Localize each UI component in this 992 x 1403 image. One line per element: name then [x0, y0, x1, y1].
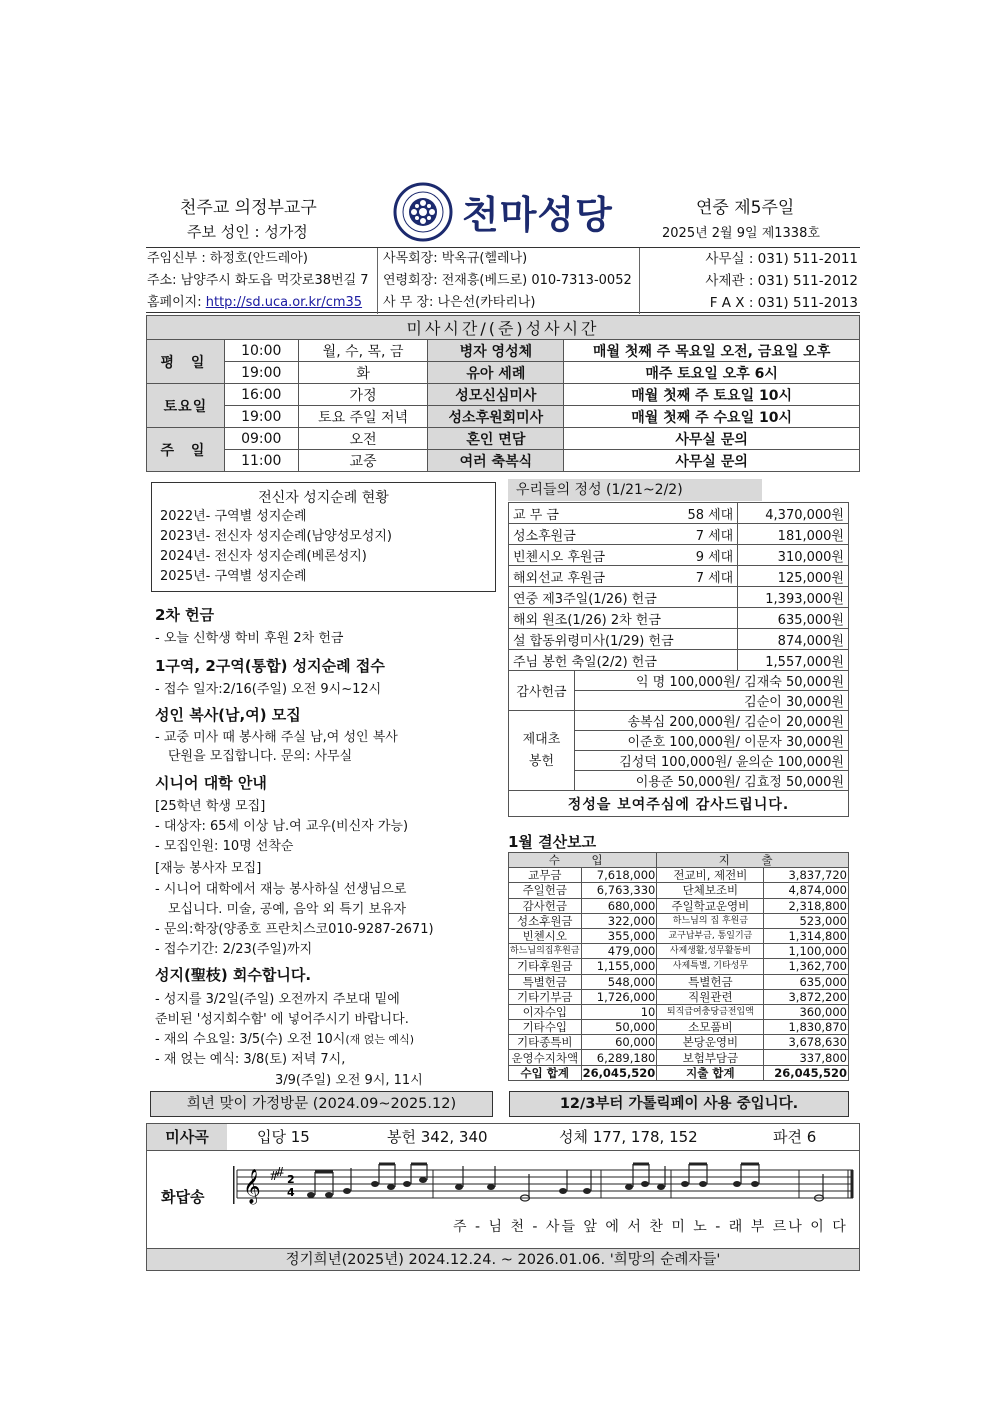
offering-label: 교 무 금 [513, 507, 559, 523]
svg-text:#: # [269, 1169, 280, 1183]
expense-label: 소모품비 [657, 1020, 764, 1035]
offerings-table [508, 502, 849, 817]
table-row [509, 545, 849, 566]
expense-label: 하느님의 집 후원금 [657, 913, 764, 928]
notice-line: 3/9(주일) 오전 9시, 11시 [275, 1073, 423, 1088]
table-row [509, 503, 849, 524]
notice-line: - 오늘 신학생 학비 후원 2차 헌금 [155, 631, 344, 646]
recessional-hymn: 파견 6 [773, 1128, 817, 1146]
income-label: 성소후원금 [509, 913, 582, 928]
income-amount: 548,000 [581, 974, 657, 989]
notice-title: 성인 복사(남,여) 모집 [155, 706, 301, 724]
offering-amount: 181,000원 [738, 524, 849, 545]
offering-label: 해외 원조(1/26) 2차 헌금 [509, 608, 738, 629]
expense-amount: 1,830,870 [764, 1020, 849, 1035]
mass-time: 11:00 [224, 450, 298, 472]
table-row [509, 944, 849, 959]
sacrament-note: 매주 토요일 오후 6시 [564, 362, 860, 384]
sacristan: 사 무 장: 나은선(카타리나) [383, 295, 536, 310]
thanks-line: 김순이 30,000원 [574, 691, 848, 711]
offering-label: 연중 제3주일(1/26) 헌금 [509, 587, 738, 608]
mass-time: 16:00 [224, 384, 298, 406]
sacrament-note: 사무실 문의 [564, 450, 860, 472]
table-row [509, 629, 849, 650]
notice-line-main: - 재의 수요일: 3/5(수) 오전 10시 [155, 1032, 346, 1047]
sacrament-note: 매월 첫째 주 목요일 오전, 금요일 오후 [564, 340, 860, 362]
notice-line: - 교중 미사 때 봉사해 주실 남,여 성인 복사 [155, 730, 398, 745]
income-amount: 1,155,000 [581, 959, 657, 974]
homepage-label: 홈페이지: [147, 295, 206, 310]
diocese-logo [393, 182, 453, 242]
table-row [509, 1035, 849, 1050]
offering-amount: 1,557,000원 [738, 650, 849, 671]
expense-amount: 3,837,720 [764, 868, 849, 883]
altar-candle-label [509, 711, 575, 791]
office-phone: 사무실 : 031) 511-2011 [705, 251, 858, 267]
notice-line: 준비된 '성지회수함' 에 넣어주시기 바랍니다. [155, 1012, 409, 1027]
address: 주소: 남양주시 화도읍 먹갓로38번길 7 [147, 273, 369, 288]
notice-line: - 성지를 3/2일(주일) 오전까지 주보대 밑에 [155, 992, 400, 1007]
offering-count: 7 세대 [695, 528, 734, 544]
mass-desc: 토요 주일 저녁 [298, 406, 428, 428]
settlement-table [508, 852, 849, 1081]
notice-line: 모십니다. 미술, 공예, 음악 외 특기 보유자 [168, 902, 407, 917]
altar-line: 이용준 50,000원/ 김효정 50,000원 [574, 771, 848, 791]
day-label: 토요일 [147, 384, 225, 428]
pilgrimage-item: 2024년- 전신자 성지순례(베론성지) [160, 549, 367, 564]
notice-title: 2차 헌금 [155, 606, 215, 624]
expense-amount: 3,872,200 [764, 989, 849, 1004]
mass-schedule-title: 미사시간/(준)성사시간 [147, 316, 860, 340]
table-row [509, 1004, 849, 1019]
offering-amount: 4,370,000원 [738, 503, 849, 524]
expense-label: 교구납부금, 통일기금 [657, 928, 764, 943]
issue-date: 2025년 2월 9일 제1338호 [662, 226, 820, 241]
pilgrimage-item: 2025년- 구역별 성지순례 [160, 569, 307, 584]
income-header: 수 입 [509, 853, 657, 868]
offerings-footer: 정성을 보여주심에 감사드립니다. [509, 791, 849, 817]
pilgrimage-box [151, 482, 496, 592]
sacrament-name: 여러 축복식 [428, 450, 564, 472]
offertory-hymn: 봉헌 342, 340 [387, 1128, 488, 1146]
offerings-title: 우리들의 정성 (1/21~2/2) [508, 479, 762, 501]
pilgrimage-item: 2023년- 전신자 성지순례(남양성모성지) [160, 529, 392, 544]
table-row [509, 791, 849, 817]
homepage-link[interactable]: http://sd.uca.or.kr/cm35 [205, 295, 363, 310]
offering-row-label [509, 524, 738, 545]
income-amount: 6,289,180 [581, 1050, 657, 1065]
entrance-hymn: 입당 15 [257, 1128, 310, 1146]
sacrament-note: 사무실 문의 [564, 428, 860, 450]
fax: F A X : 031) 511-2013 [709, 295, 858, 311]
table-row [509, 587, 849, 608]
expense-amount: 1,100,000 [764, 944, 849, 959]
sacrament-note: 매월 첫째 주 수요일 10시 [564, 406, 860, 428]
income-label: 운영수지차액 [509, 1050, 582, 1065]
altar-label-line: 제대초 [522, 731, 561, 747]
expense-amount: 635,000 [764, 974, 849, 989]
notice-line: - 재 얹는 예식: 3/8(토) 저녁 7시, [155, 1052, 346, 1067]
table-row [509, 671, 849, 691]
mass-desc: 월, 수, 목, 금 [298, 340, 428, 362]
homepage [146, 292, 377, 314]
hymn-row [147, 1124, 859, 1151]
expense-label: 특별헌금 [657, 974, 764, 989]
table-row [509, 524, 849, 545]
catholic-pay-banner: 12/3부터 가톨릭페이 사용 중입니다. [509, 1091, 849, 1117]
table-row [509, 711, 849, 731]
expense-amount: 2,318,800 [764, 898, 849, 913]
mass-desc: 화 [298, 362, 428, 384]
liaison-chair: 연령회장: 전재흥(베드로) 010-7313-0052 [383, 273, 632, 288]
altar-line: 김성덕 100,000원/ 윤의순 100,000원 [574, 751, 848, 771]
expense-label: 보험부담금 [657, 1050, 764, 1065]
expense-amount: 337,800 [764, 1050, 849, 1065]
table-row [509, 1050, 849, 1065]
expense-total-label: 지출 합계 [657, 1065, 764, 1080]
svg-text:𝄞: 𝄞 [243, 1169, 261, 1204]
expense-header: 지 출 [657, 853, 849, 868]
hymn-label: 미사곡 [147, 1124, 227, 1150]
offering-amount: 125,000원 [738, 566, 849, 587]
offering-amount: 310,000원 [738, 545, 849, 566]
mass-time: 09:00 [224, 428, 298, 450]
offering-row-label [509, 545, 738, 566]
thanks-label: 감사헌금 [509, 671, 575, 711]
expense-label: 사제생활,성무활동비 [657, 944, 764, 959]
income-amount: 1,726,000 [581, 989, 657, 1004]
notice-line-note: (재 얹는 예식) [345, 1033, 415, 1046]
table-row [509, 913, 849, 928]
pilgrimage-item: 2022년- 구역별 성지순례 [160, 509, 307, 524]
notice-line: - 대상자: 65세 이상 남.여 교우(비신자 가능) [155, 819, 409, 834]
sacrament-name: 병자 영성체 [428, 340, 564, 362]
notice-line: - 모집인원: 10명 선착순 [155, 839, 294, 854]
income-amount: 50,000 [581, 1020, 657, 1035]
pilgrimage-title: 전신자 성지순례 현황 [258, 490, 389, 506]
mass-desc: 가정 [298, 384, 428, 406]
altar-line: 이준호 100,000원/ 이문자 30,000원 [574, 731, 848, 751]
thanks-line: 익 명 100,000원/ 김재숙 50,000원 [574, 671, 848, 691]
pastor: 주임신부 : 하정호(안드레아) [147, 251, 308, 266]
table-row [509, 1020, 849, 1035]
settlement-title: 1월 결산보고 [508, 833, 597, 851]
expense-label: 단체보조비 [657, 883, 764, 898]
rectory-phone: 사제관 : 031) 511-2012 [705, 273, 858, 289]
mass-time: 19:00 [224, 362, 298, 384]
notice-title: 1구역, 2구역(통합) 성지순례 접수 [155, 657, 385, 675]
notice-line: - 접수 일자:2/16(주일) 오전 9시~12시 [155, 682, 382, 697]
income-amount: 7,618,000 [581, 868, 657, 883]
diocese-name: 천주교 의정부교구 [180, 198, 317, 218]
income-amount: 479,000 [581, 944, 657, 959]
table-row [509, 989, 849, 1004]
table-row [509, 928, 849, 943]
notice-title: 성지(聖枝) 회수합니다. [155, 966, 312, 984]
parish-info [146, 247, 860, 313]
psalm-response-label: 화답송 [161, 1188, 205, 1206]
notice-line: - 문의:학장(양종호 프란치스코010-9287-2671) [155, 922, 434, 937]
altar-label-line: 봉헌 [528, 753, 555, 769]
sacrament-name: 유아 세례 [428, 362, 564, 384]
notice-line: - 접수기간: 2/23(주일)까지 [155, 942, 313, 957]
expense-amount: 1,362,700 [764, 959, 849, 974]
offering-count: 7 세대 [695, 570, 734, 586]
offering-count: 58 세대 [687, 507, 734, 523]
income-amount: 322,000 [581, 913, 657, 928]
offering-label: 빈첸시오 후원금 [513, 549, 606, 565]
notice-line: [25학년 학생 모집] [155, 799, 266, 814]
sacrament-name: 혼인 면담 [428, 428, 564, 450]
expense-amount: 523,000 [764, 913, 849, 928]
income-label: 기타수입 [509, 1020, 582, 1035]
patron-saint: 주보 성인 : 성가정 [187, 223, 308, 241]
income-label: 하느님의집후원금 [509, 944, 582, 959]
psalm-lyrics: 주 - 님 천 - 사들 앞 에 서 찬 미 노 - 래 부 르나 이 다 [453, 1219, 848, 1235]
income-amount: 10 [581, 1004, 657, 1019]
offering-amount: 635,000원 [738, 608, 849, 629]
sacrament-name: 성모신심미사 [428, 384, 564, 406]
income-amount: 6,763,330 [581, 883, 657, 898]
expense-total: 26,045,520 [764, 1065, 849, 1080]
offering-label: 해외선교 후원금 [513, 570, 606, 586]
expense-label: 퇴직급여충당금전입액 [657, 1004, 764, 1019]
offering-row-label [509, 566, 738, 587]
sacrament-name: 성소후원회미사 [428, 406, 564, 428]
expense-label: 사제특별, 기타성무 [657, 959, 764, 974]
income-total-label: 수입 합계 [509, 1065, 582, 1080]
income-total: 26,045,520 [582, 1065, 656, 1080]
table-row [509, 883, 849, 898]
table-row [509, 974, 849, 989]
notice-title: 시니어 대학 안내 [155, 774, 267, 792]
table-row [509, 608, 849, 629]
day-label: 평 일 [147, 340, 225, 384]
offering-label: 성소후원금 [513, 528, 576, 544]
sacrament-note: 매월 첫째 주 토요일 10시 [564, 384, 860, 406]
table-row [509, 868, 849, 883]
liturgical-week: 연중 제5주일 [696, 198, 795, 218]
income-label: 교무금 [509, 868, 582, 883]
income-label: 기타기부금 [509, 989, 582, 1004]
expense-label: 직원관련 [657, 989, 764, 1004]
income-label: 주일헌금 [509, 883, 582, 898]
offering-amount: 874,000원 [738, 629, 849, 650]
council-chair: 사목회장: 박옥규(헬레나) [383, 251, 528, 266]
notice-line: - 시니어 대학에서 재능 봉사하실 선생님으로 [155, 882, 407, 897]
expense-label: 주일학교운영비 [657, 898, 764, 913]
notice-line: 단원을 모집합니다. 문의: 사무실 [168, 749, 353, 764]
music-staff [233, 1162, 857, 1208]
svg-text:#: # [275, 1165, 286, 1179]
expense-amount: 1,314,800 [764, 928, 849, 943]
income-label: 이자수입 [509, 1004, 582, 1019]
table-row [509, 898, 849, 913]
home-visit-banner: 희년 맞이 가정방문 (2024.09~2025.12) [150, 1091, 493, 1117]
offering-count: 9 세대 [695, 549, 734, 565]
expense-amount: 4,874,000 [764, 883, 849, 898]
income-amount: 355,000 [581, 928, 657, 943]
notice-line [155, 1028, 414, 1047]
svg-text:2: 2 [287, 1173, 295, 1186]
offering-amount: 1,393,000원 [738, 587, 849, 608]
income-label: 빈첸시오 [509, 928, 582, 943]
income-label: 감사헌금 [509, 898, 582, 913]
expense-label: 본당운영비 [657, 1035, 764, 1050]
altar-line: 송복심 200,000원/ 김순이 20,000원 [574, 711, 848, 731]
offering-label: 설 합동위령미사(1/29) 헌금 [509, 629, 738, 650]
mass-desc: 교중 [298, 450, 428, 472]
income-amount: 680,000 [581, 898, 657, 913]
mass-time: 19:00 [224, 406, 298, 428]
hymn-section [146, 1123, 860, 1271]
expense-amount: 3,678,630 [764, 1035, 849, 1050]
mass-schedule-table [146, 315, 860, 472]
expense-label: 전교비, 제전비 [657, 868, 764, 883]
notice-line: [재능 봉사자 모집] [155, 861, 262, 876]
offering-row-label [509, 503, 738, 524]
mass-desc: 오전 [298, 428, 428, 450]
income-amount: 60,000 [581, 1035, 657, 1050]
table-row [509, 959, 849, 974]
income-label: 기타종특비 [509, 1035, 582, 1050]
church-name: 천마성당 [462, 193, 613, 237]
income-label: 특별헌금 [509, 974, 582, 989]
day-label: 주 일 [147, 428, 225, 472]
communion-hymn: 성체 177, 178, 152 [559, 1128, 698, 1146]
expense-amount: 360,000 [764, 1004, 849, 1019]
offering-label: 주님 봉헌 축일(2/2) 헌금 [509, 650, 738, 671]
mass-time: 10:00 [224, 340, 298, 362]
jubilee-banner: 정기희년(2025년) 2024.12.24. ~ 2026.01.06. '희망의 순례자들' [147, 1248, 859, 1270]
table-row [509, 650, 849, 671]
table-row [509, 566, 849, 587]
income-label: 기타후원금 [509, 959, 582, 974]
svg-text:4: 4 [287, 1186, 295, 1199]
